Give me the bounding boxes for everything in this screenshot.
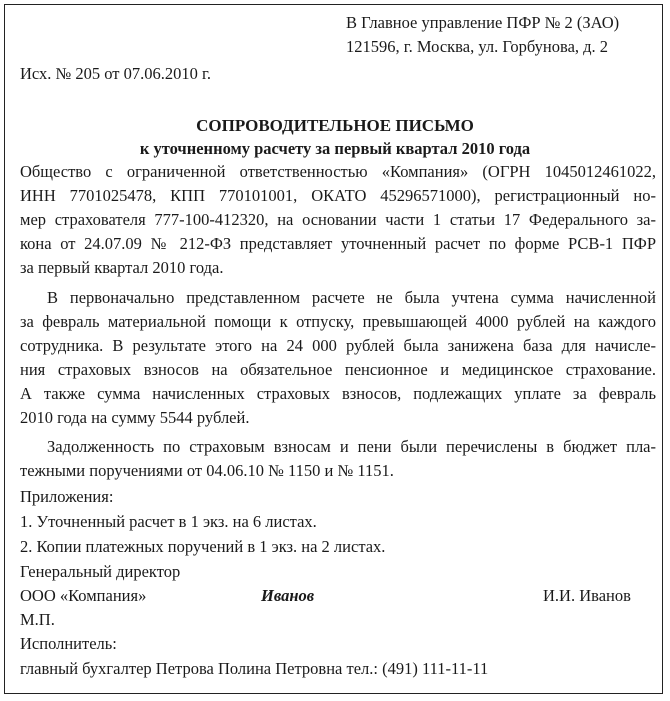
outgoing-reference: Исх. № 205 от 07.06.2010 г.: [20, 64, 212, 83]
recipient-line-1: В Главное управление ПФР № 2 (ЗАО): [346, 13, 620, 32]
paragraph3-line: Задолженность по страховым взносам и пени были перечислены в бюджет пла-: [47, 437, 656, 456]
paragraph2-line: А также сумма начисленных страховых взносов, подлежащих уплате за февраль: [20, 384, 656, 403]
paragraph2-line: В первоначально представленном расчете не была учтена сумма начисленной: [47, 288, 656, 307]
paragraph1-line: Общество с ограниченной ответственностью «Компания» (ОГРН 1045012461022,: [20, 162, 656, 181]
recipient-line-2: 121596, г. Москва, ул. Горбунова, д. 2: [346, 37, 609, 56]
letter-subtitle: к уточненному расчету за первый квартал 2010 года: [139, 139, 531, 158]
paragraph2-line: сотрудника. В результате этого на 24 000 рублей была занижена база для начисле-: [20, 336, 656, 355]
executor-label: Исполнитель:: [20, 634, 117, 653]
letter-title: СОПРОВОДИТЕЛЬНОЕ ПИСЬМО: [196, 116, 474, 135]
paragraph2-line: ния страховых взносов на обязательное пенсионное и медицинское страхование.: [20, 360, 656, 379]
paragraph1-line: ИНН 7701025478, КПП 770101001, ОКАТО 45296571000), регистрационный но-: [20, 186, 656, 205]
paragraph1-line: мер страхователя 777-100-412320, на основании части 1 статьи 17 Федерального за-: [20, 210, 656, 229]
paragraph1-line: кона от 24.07.09 № 212-ФЗ представляет уточненный расчет по форме РСВ-1 ПФР: [20, 234, 656, 253]
attachment-item: 1. Уточненный расчет в 1 экз. на 6 листах.: [20, 512, 317, 531]
signer-name: И.И. Иванов: [543, 586, 631, 605]
paragraph2-line-last: 2010 года на сумму 5544 рублей.: [20, 408, 250, 427]
executor-details: главный бухгалтер Петрова Полина Петровна тел.: (491) 111-11-11: [20, 659, 489, 678]
paragraph3-line-last: тежными поручениями от 04.06.10 № 1150 и № 1151.: [20, 461, 394, 480]
paragraph2-line: за февраль материальной помощи к отпуску, превышающей 4000 рублей на каждого: [20, 312, 656, 331]
signer-position: Генеральный директор: [20, 562, 181, 581]
paragraph1-line-last: за первый квартал 2010 года.: [20, 258, 224, 277]
company-name: ООО «Компания»: [20, 586, 147, 605]
stamp-place: М.П.: [20, 610, 55, 629]
attachment-item: 2. Копии платежных поручений в 1 экз. на 2 листах.: [20, 537, 386, 556]
attachments-heading: Приложения:: [20, 487, 114, 506]
handwritten-signature: Иванов: [261, 586, 315, 605]
